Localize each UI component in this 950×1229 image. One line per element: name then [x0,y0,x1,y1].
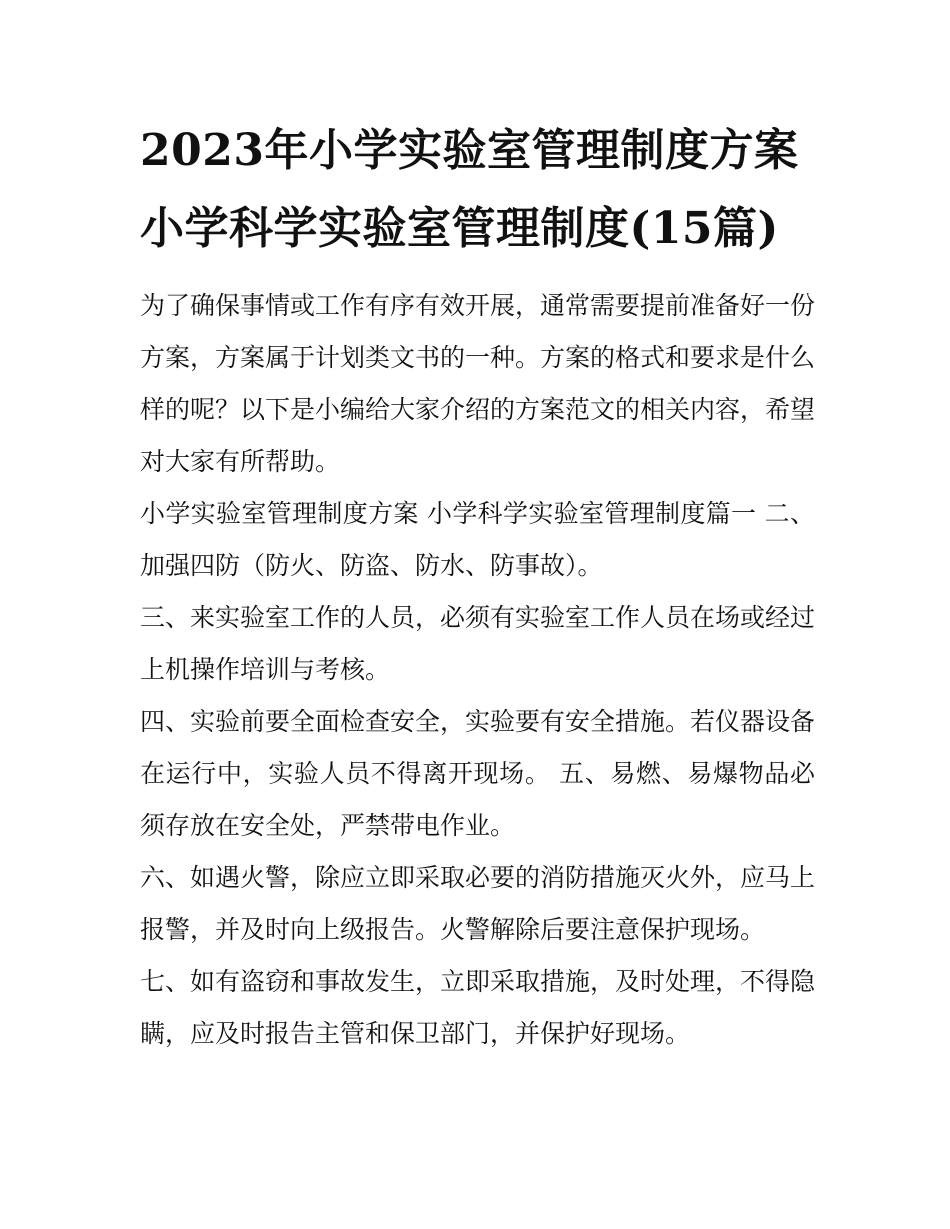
document-page [140,112,815,1060]
paragraph-2: 三、来实验室工作的人员，必须有实验室工作人员在场或经过上机操作培训与考核。 [140,603,816,684]
paragraph-3: 四、实验前要全面检查安全，实验要有安全措施。若仪器设备在运行中，实验人员不得离开现场。 五、易燃、易爆物品必须存放在安全处，严禁带电作业。 [140,707,816,840]
paragraph-1: 小学实验室管理制度方案 小学科学实验室管理制度篇一 二、加强四防（防火、防盗、防水、防事故）。 [140,499,815,580]
paragraph-5: 七、如有盗窃和事故发生，立即采取措施，及时处理，不得隐瞒，应及时报告主管和保卫部门，并保护好现场。 [140,967,816,1048]
paragraph-4: 六、如遇火警，除应立即采取必要的消防措施灭火外，应马上报警，并及时向上级报告。火警解除后要注意保护现场。 [140,863,816,944]
document-title: 2023年小学实验室管理制度方案 小学科学实验室管理制度(15篇) [140,125,799,254]
paragraph-intro: 为了确保事情或工作有序有效开展，通常需要提前准备好一份方案，方案属于计划类文书的一种。方案的格式和要求是什么样的呢？以下是小编给大家介绍的方案范文的相关内容，希望对大家有所帮助。 [140,291,816,476]
